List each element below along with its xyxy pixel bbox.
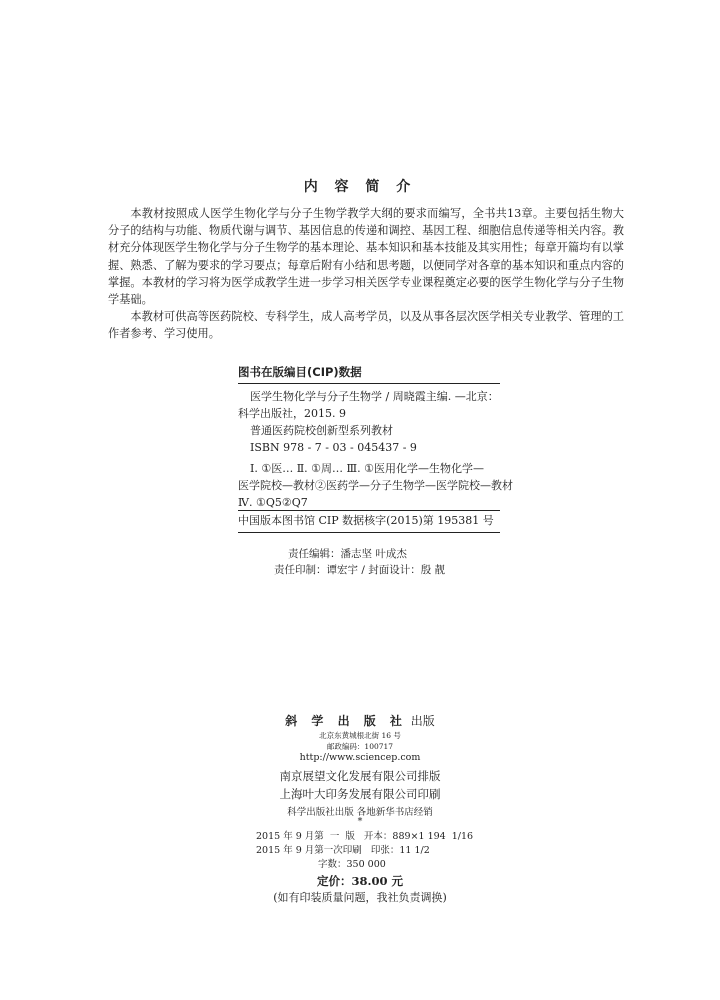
publisher-suffix: 出版: [410, 714, 435, 728]
price: 定价：38.00 元: [316, 874, 403, 888]
distribution: 科学出版社出版 各地新华书店经销: [287, 807, 433, 818]
intro-text: [108, 205, 624, 343]
publisher-line: [0, 712, 720, 729]
cip-class-line-2: 医学院校—教材②医药学—分子生物学—医学院校—教材: [238, 479, 513, 492]
publisher-address: 北京东黄城根北街 16 号: [319, 731, 401, 740]
publisher-url: http://www.sciencep.com: [299, 752, 421, 763]
credits: [274, 546, 446, 578]
word-count: 字数：350 000: [318, 859, 386, 870]
intro-paragraph-1: 本教材按照成人医学生物化学与分子生物学教学大纲的要求而编写，全书共13章。主要包括生物大分子的结构与功能、物质代谢与调节、基因信息的传递和调控、基因工程、细胞信息传递等相关内容。教材充分体现医学生物化学与分子生物学的基本理论、基本知识和基本技能及其实用性；每章开篇均有以掌握、熟悉、了解为要求的学习要点；每章后附有小结和思考题，以便同学对各章的基本知识和重点内容的掌握。本教材的学习将为医学成教学生进一步学习相关医学专业课程奠定必要的医学生物化学与分子生物学基础。: [108, 207, 624, 307]
cip-classification: [238, 460, 513, 511]
edition-line-2: 2015 年 9 月第一次印刷 印张：11 1/2: [256, 845, 430, 856]
cip-record: [238, 388, 500, 456]
edition-line-1: 2015 年 9 月第 一 版 开本：889×1 194 1/16: [256, 831, 474, 842]
cip-publisher-line: 科学出版社，2015. 9: [238, 407, 346, 420]
cip-isbn-line: ISBN 978 - 7 - 03 - 045437 - 9: [250, 441, 417, 454]
cip-header: 图书在版编目(CIP)数据: [238, 365, 362, 379]
credits-production: 责任印制：谭宏宇 / 封面设计：殷 靓: [274, 564, 446, 576]
intro-title: 内 容 简 介: [303, 179, 417, 195]
credits-editors: 责任编辑：潘志坚 叶成杰: [288, 548, 407, 560]
cip-title-line: 医学生物化学与分子生物学 / 周晓霞主编. —北京：: [250, 390, 499, 403]
publisher-logo: 斜 学 出 版 社: [285, 714, 407, 728]
cip-class-line-1: Ⅰ. ①医… Ⅱ. ①周… Ⅲ. ①医用化学—生物化学—: [250, 462, 484, 475]
publisher-postal: 邮政编码：100717: [326, 742, 394, 751]
cip-top-rule: [238, 383, 500, 384]
cip-series-line: 普通医药院校创新型系列教材: [250, 424, 393, 437]
cip-bottom-rule: [238, 532, 500, 533]
typesetter: 南京展望文化发展有限公司排版: [279, 769, 441, 783]
quality-notice: (如有印装质量问题，我社负责调换): [273, 891, 447, 904]
printer: 上海叶大印务发展有限公司印刷: [279, 787, 441, 801]
intro-paragraph-2: 本教材可供高等医药院校、专科学生，成人高考学员，以及从事各层次医学相关专业教学、管理的工作者参考、学习使用。: [108, 310, 624, 341]
cip-middle-rule: [238, 510, 500, 511]
cip-class-line-3: Ⅳ. ①Q5②Q7: [238, 496, 308, 509]
cip-footer: 中国版本图书馆 CIP 数据核字(2015)第 195381 号: [238, 514, 494, 527]
separator-star: *: [357, 816, 363, 827]
edition-info: [0, 830, 720, 872]
